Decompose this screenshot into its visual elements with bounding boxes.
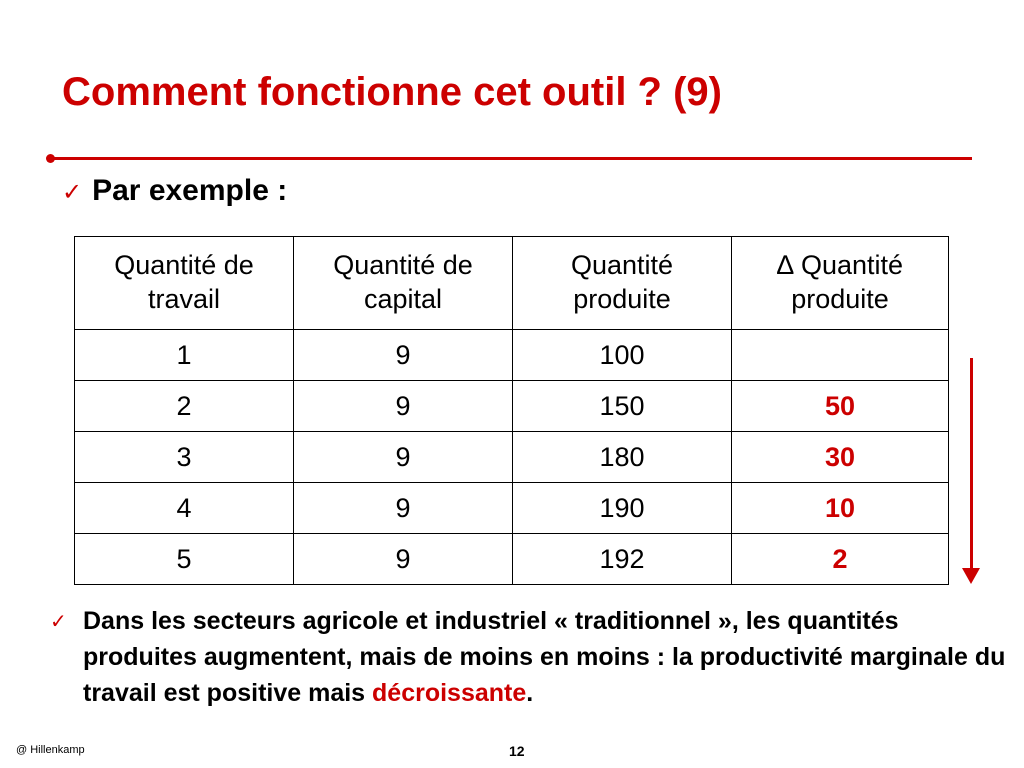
check-icon: ✓ (62, 178, 83, 206)
cell-delta: 10 (732, 483, 949, 534)
cell-labor: 1 (75, 330, 294, 381)
arrow-head (962, 568, 980, 584)
conclusion-text: Dans les secteurs agricole et industriel « traditionnel », les quantités produites augmentent, mais de moins en moins : la productivité marginale du travail est positive mais décroissante. (83, 607, 1006, 707)
intro-bullet (62, 174, 287, 208)
cell-delta: 50 (732, 381, 949, 432)
highlight-word: décroissante (372, 679, 527, 707)
table-header-row (75, 237, 949, 330)
cell-output: 190 (513, 483, 732, 534)
table-row (75, 483, 949, 534)
cell-output: 150 (513, 381, 732, 432)
footer-author: @ Hillenkamp (16, 744, 85, 756)
header-delta-output: ∆ Quantité produite (732, 237, 949, 330)
header-capital: Quantité de capital (294, 237, 513, 330)
check-icon: ✓ (50, 609, 67, 633)
page-number: 12 (509, 743, 525, 759)
header-output: Quantité produite (513, 237, 732, 330)
cell-labor: 2 (75, 381, 294, 432)
cell-capital: 9 (294, 432, 513, 483)
table-row (75, 534, 949, 585)
arrow-down-icon (970, 358, 973, 570)
cell-delta: 30 (732, 432, 949, 483)
cell-output: 192 (513, 534, 732, 585)
cell-delta (732, 330, 949, 381)
cell-labor: 3 (75, 432, 294, 483)
title-rule (50, 157, 972, 160)
production-table (74, 236, 949, 585)
table-row (75, 330, 949, 381)
table-row (75, 381, 949, 432)
conclusion-bullet (50, 603, 1010, 711)
cell-delta: 2 (732, 534, 949, 585)
cell-labor: 5 (75, 534, 294, 585)
cell-labor: 4 (75, 483, 294, 534)
cell-capital: 9 (294, 381, 513, 432)
cell-capital: 9 (294, 330, 513, 381)
cell-capital: 9 (294, 483, 513, 534)
header-labor: Quantité de travail (75, 237, 294, 330)
cell-capital: 9 (294, 534, 513, 585)
intro-text: Par exemple : (92, 174, 288, 207)
slide-title: Comment fonctionne cet outil ? (9) (62, 70, 722, 114)
cell-output: 100 (513, 330, 732, 381)
table-row (75, 432, 949, 483)
cell-output: 180 (513, 432, 732, 483)
